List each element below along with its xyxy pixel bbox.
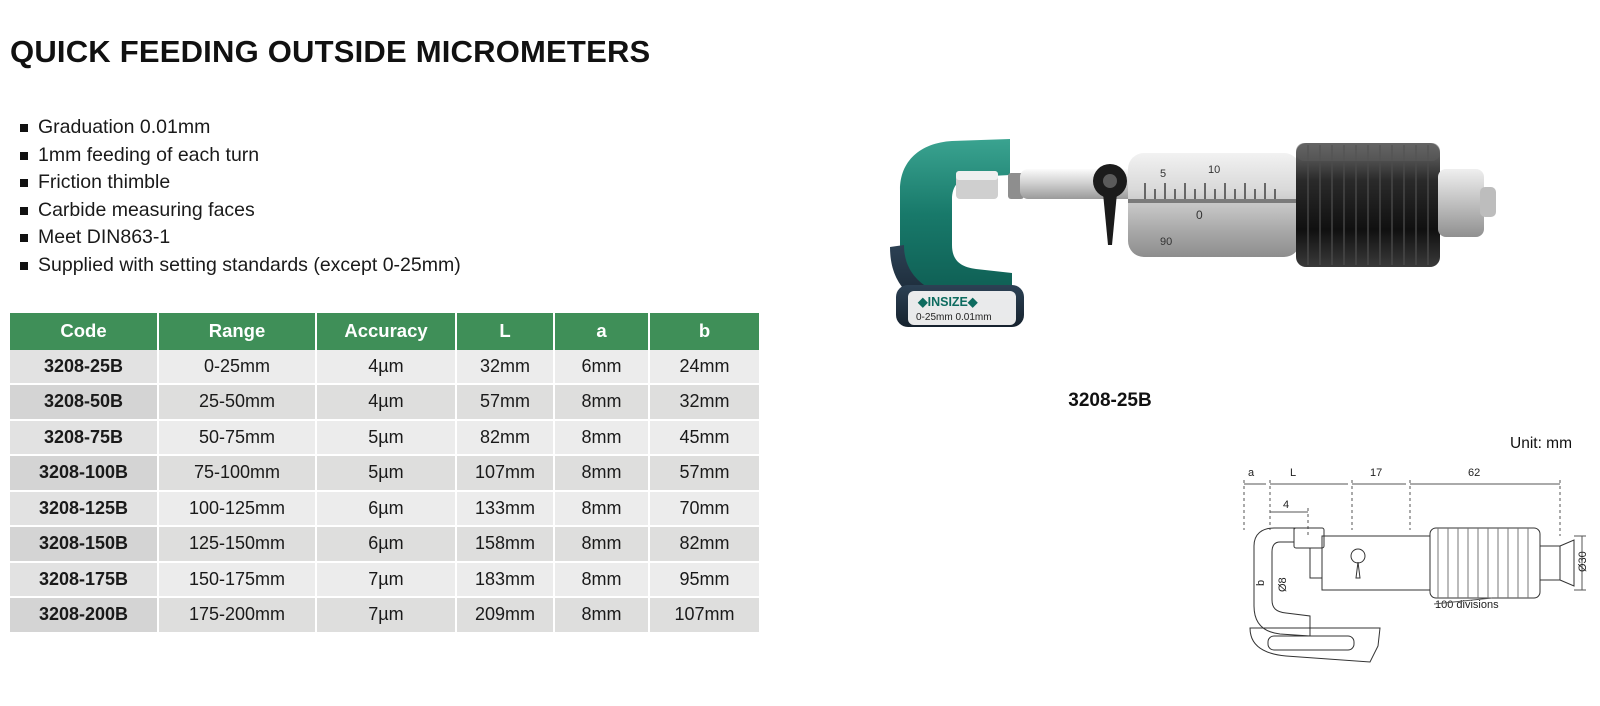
- column-header-b: b: [649, 313, 759, 350]
- cell-range: 150-175mm: [158, 562, 316, 598]
- cell-code: 3208-50B: [10, 384, 158, 420]
- feature-text: Carbide measuring faces: [38, 198, 255, 221]
- dim-label-dia8: Ø8: [1277, 577, 1289, 592]
- cell-a: 8mm: [554, 455, 649, 491]
- column-header-code: Code: [10, 313, 158, 350]
- feature-text: Meet DIN863-1: [38, 226, 171, 249]
- barrel-number-0: 0: [1196, 208, 1203, 222]
- cell-l: 133mm: [456, 491, 554, 527]
- barrel-number-5: 5: [1160, 168, 1167, 180]
- feature-list: [10, 114, 810, 280]
- cell-b: 82mm: [649, 526, 759, 562]
- divisions-label: 100 divisions: [1435, 599, 1499, 611]
- column-header-accuracy: Accuracy: [316, 313, 456, 350]
- dim-label-a: a: [1248, 467, 1255, 479]
- cell-a: 8mm: [554, 526, 649, 562]
- square-bullet-icon: [20, 124, 28, 132]
- sleeve-outline: [1310, 528, 1574, 598]
- table-row: [10, 562, 759, 598]
- cell-a: 8mm: [554, 491, 649, 527]
- right-illustration-column: [830, 0, 1600, 706]
- cell-l: 32mm: [456, 350, 554, 385]
- left-content-column: [10, 0, 810, 634]
- cell-b: 24mm: [649, 350, 759, 385]
- cell-l: 57mm: [456, 384, 554, 420]
- square-bullet-icon: [20, 207, 28, 215]
- cell-b: 57mm: [649, 455, 759, 491]
- cell-accuracy: 7µm: [316, 597, 456, 633]
- cell-range: 50-75mm: [158, 420, 316, 456]
- table-header-row: [10, 313, 759, 350]
- list-item: [10, 197, 810, 225]
- sleeve-barrel: [1128, 153, 1300, 257]
- cell-range: 175-200mm: [158, 597, 316, 633]
- cell-code: 3208-150B: [10, 526, 158, 562]
- cell-a: 8mm: [554, 562, 649, 598]
- list-item: [10, 114, 810, 142]
- cell-accuracy: 5µm: [316, 455, 456, 491]
- friction-thimble: [1438, 169, 1496, 237]
- product-photo: [860, 95, 1550, 345]
- cell-b: 107mm: [649, 597, 759, 633]
- square-bullet-icon: [20, 179, 28, 187]
- square-bullet-icon: [20, 234, 28, 242]
- dim-label-dia30: Ø30: [1577, 551, 1589, 572]
- page-title: QUICK FEEDING OUTSIDE MICROMETERS: [10, 34, 651, 69]
- column-header-l: L: [456, 313, 554, 350]
- feature-text: 1mm feeding of each turn: [38, 143, 260, 166]
- cell-a: 6mm: [554, 350, 649, 385]
- range-text: 0-25mm 0.01mm: [916, 312, 992, 323]
- specification-table: [10, 313, 759, 634]
- table-row: [10, 455, 759, 491]
- cell-accuracy: 6µm: [316, 491, 456, 527]
- column-header-range: Range: [158, 313, 316, 350]
- cell-range: 75-100mm: [158, 455, 316, 491]
- square-bullet-icon: [20, 152, 28, 160]
- cell-a: 8mm: [554, 420, 649, 456]
- dim-label-L: L: [1290, 467, 1297, 479]
- table-row: [10, 384, 759, 420]
- feature-text: Supplied with setting standards (except 0-25mm): [38, 253, 461, 276]
- brand-plate: [908, 291, 1016, 325]
- dim-label-4: 4: [1283, 499, 1290, 511]
- cell-accuracy: 4µm: [316, 350, 456, 385]
- cell-code: 3208-75B: [10, 420, 158, 456]
- barrel-number-90: 90: [1160, 236, 1173, 248]
- cell-l: 183mm: [456, 562, 554, 598]
- table-row: [10, 350, 759, 385]
- cell-range: 100-125mm: [158, 491, 316, 527]
- cell-b: 32mm: [649, 384, 759, 420]
- dim-label-62: 62: [1468, 467, 1481, 479]
- dim-label-b: b: [1255, 579, 1267, 586]
- brand-text: ◆INSIZE◆: [918, 295, 978, 309]
- cell-b: 95mm: [649, 562, 759, 598]
- cell-b: 70mm: [649, 491, 759, 527]
- list-item: [10, 169, 810, 197]
- dim-label-17: 17: [1370, 467, 1383, 479]
- unit-label: Unit: mm: [1510, 435, 1572, 452]
- list-item: [10, 252, 810, 280]
- square-bullet-icon: [20, 262, 28, 270]
- cell-code: 3208-25B: [10, 350, 158, 385]
- list-item: [10, 224, 810, 252]
- cell-range: 0-25mm: [158, 350, 316, 385]
- cell-b: 45mm: [649, 420, 759, 456]
- photo-caption: 3208-25B: [1068, 390, 1152, 411]
- table-row: [10, 597, 759, 633]
- cell-accuracy: 6µm: [316, 526, 456, 562]
- cell-code: 3208-175B: [10, 562, 158, 598]
- column-header-a: a: [554, 313, 649, 350]
- cell-l: 158mm: [456, 526, 554, 562]
- spindle-lock: [1093, 164, 1127, 245]
- cell-a: 8mm: [554, 597, 649, 633]
- cell-l: 209mm: [456, 597, 554, 633]
- cell-a: 8mm: [554, 384, 649, 420]
- cell-l: 107mm: [456, 455, 554, 491]
- table-row: [10, 491, 759, 527]
- technical-drawing: [1230, 450, 1590, 680]
- cell-accuracy: 4µm: [316, 384, 456, 420]
- cell-accuracy: 5µm: [316, 420, 456, 456]
- feature-text: Friction thimble: [38, 171, 171, 194]
- thimble: [1296, 143, 1440, 267]
- cell-accuracy: 7µm: [316, 562, 456, 598]
- cell-l: 82mm: [456, 420, 554, 456]
- table-row: [10, 420, 759, 456]
- cell-code: 3208-100B: [10, 455, 158, 491]
- cell-code: 3208-200B: [10, 597, 158, 633]
- cell-code: 3208-125B: [10, 491, 158, 527]
- cell-range: 125-150mm: [158, 526, 316, 562]
- feature-text: Graduation 0.01mm: [38, 116, 211, 138]
- list-item: [10, 142, 810, 170]
- cell-range: 25-50mm: [158, 384, 316, 420]
- barrel-number-10: 10: [1208, 164, 1221, 176]
- table-row: [10, 526, 759, 562]
